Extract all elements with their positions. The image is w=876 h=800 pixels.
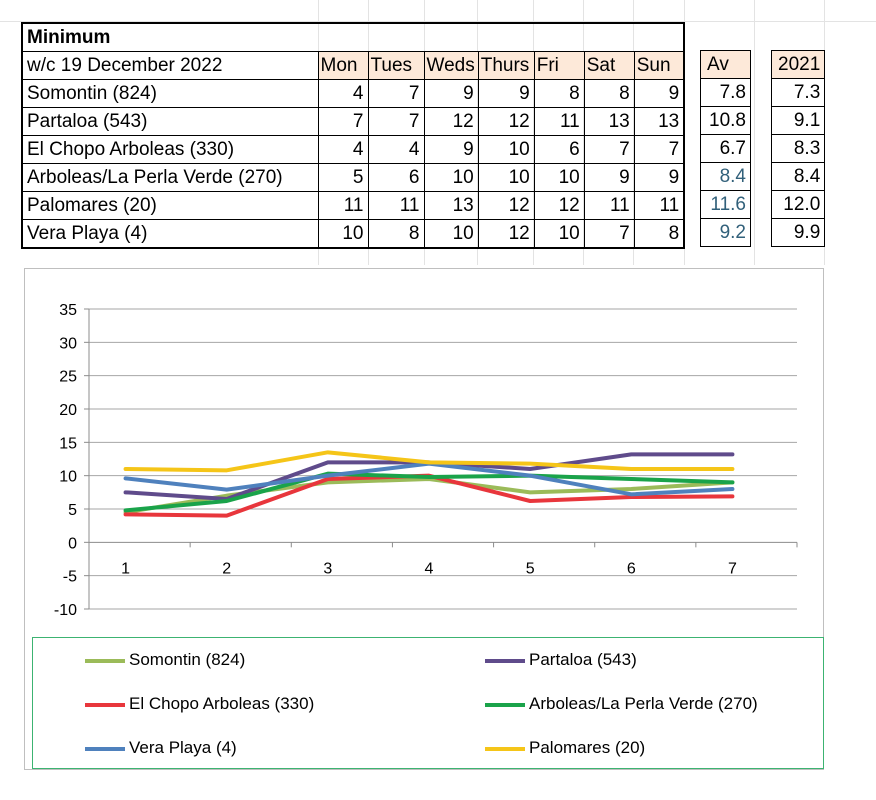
- x-tick-label: 2: [222, 560, 232, 578]
- table-row: [22, 108, 684, 136]
- y-tick-label: 25: [59, 368, 77, 386]
- y-tick-label: 35: [59, 302, 77, 319]
- temperature-cell[interactable]: 9: [584, 164, 634, 192]
- day-header[interactable]: Tues: [368, 52, 424, 80]
- y-tick-label: 15: [59, 435, 77, 453]
- prev-year-cell[interactable]: 12.0: [772, 191, 825, 219]
- legend-label: Partaloa (543): [529, 650, 637, 669]
- average-cell[interactable]: 9.2: [701, 219, 751, 247]
- temperature-cell[interactable]: 11: [368, 192, 424, 220]
- temperature-cell[interactable]: 5: [318, 164, 368, 192]
- temperature-cell[interactable]: 7: [634, 136, 684, 164]
- temperature-cell[interactable]: 12: [478, 108, 534, 136]
- temperature-cell[interactable]: 10: [424, 164, 478, 192]
- temperature-cell[interactable]: 4: [318, 80, 368, 108]
- temperature-cell[interactable]: 10: [534, 220, 584, 249]
- station-name[interactable]: Palomares (20): [22, 192, 318, 220]
- average-column: [700, 50, 751, 247]
- temperature-cell[interactable]: 7: [584, 136, 634, 164]
- temperature-cell[interactable]: 9: [424, 136, 478, 164]
- table-row: [22, 80, 684, 108]
- legend-swatch: [485, 659, 525, 663]
- x-tick-label: 5: [525, 560, 535, 578]
- prev-year-cell[interactable]: 9.1: [772, 107, 825, 135]
- x-tick-label: 7: [727, 560, 737, 578]
- legend-item[interactable]: [485, 650, 637, 670]
- temperature-cell[interactable]: 4: [368, 136, 424, 164]
- average-cell[interactable]: 7.8: [701, 79, 751, 107]
- temperature-cell[interactable]: 6: [534, 136, 584, 164]
- legend-label: Somontin (824): [129, 650, 246, 669]
- chart-legend[interactable]: [32, 637, 824, 769]
- temperature-cell[interactable]: 6: [368, 164, 424, 192]
- day-header[interactable]: Weds: [424, 52, 478, 80]
- x-tick-label: 4: [424, 560, 434, 578]
- table-row: [22, 136, 684, 164]
- temperature-cell[interactable]: 10: [424, 220, 478, 249]
- av-header[interactable]: Av: [701, 51, 751, 79]
- legend-swatch: [485, 747, 525, 751]
- prev-year-cell[interactable]: 7.3: [772, 79, 825, 107]
- station-name[interactable]: Arboleas/La Perla Verde (270): [22, 164, 318, 192]
- legend-item[interactable]: [85, 650, 245, 670]
- x-tick-label: 6: [626, 560, 636, 578]
- temperature-cell[interactable]: 11: [584, 192, 634, 220]
- temperature-cell[interactable]: 13: [424, 192, 478, 220]
- temperature-cell[interactable]: 12: [424, 108, 478, 136]
- day-header[interactable]: Sun: [634, 52, 684, 80]
- y-tick-label: 0: [68, 535, 77, 553]
- temperature-cell[interactable]: 8: [634, 220, 684, 249]
- station-name[interactable]: El Chopo Arboleas (330): [22, 136, 318, 164]
- x-tick-label: 1: [121, 560, 131, 578]
- average-cell[interactable]: 6.7: [701, 135, 751, 163]
- temperature-cell[interactable]: 8: [534, 80, 584, 108]
- temperature-cell[interactable]: 9: [478, 80, 534, 108]
- temperature-cell[interactable]: 13: [634, 108, 684, 136]
- table-row: [22, 164, 684, 192]
- temperature-cell[interactable]: 10: [318, 220, 368, 249]
- legend-label: Palomares (20): [529, 738, 646, 757]
- station-name[interactable]: Vera Playa (4): [22, 220, 318, 249]
- temperature-cell[interactable]: 7: [368, 108, 424, 136]
- temperature-cell[interactable]: 9: [424, 80, 478, 108]
- legend-swatch: [85, 747, 125, 751]
- temperature-cell[interactable]: 11: [634, 192, 684, 220]
- temperature-cell[interactable]: 8: [584, 80, 634, 108]
- minimum-temperature-table: [21, 22, 685, 249]
- temperature-cell[interactable]: 10: [478, 164, 534, 192]
- temperature-cell[interactable]: 13: [584, 108, 634, 136]
- table-row: [22, 192, 684, 220]
- legend-item[interactable]: [85, 694, 314, 714]
- temperature-cell[interactable]: 12: [534, 192, 584, 220]
- legend-label: Arboleas/La Perla Verde (270): [529, 694, 758, 713]
- station-name[interactable]: Somontin (824): [22, 80, 318, 108]
- temperature-cell[interactable]: 9: [634, 164, 684, 192]
- day-header[interactable]: Mon: [318, 52, 368, 80]
- average-cell[interactable]: 10.8: [701, 107, 751, 135]
- y-tick-label: -10: [53, 602, 77, 619]
- legend-swatch: [485, 703, 525, 707]
- week-label[interactable]: w/c 19 December 2022: [22, 52, 318, 80]
- temperature-cell[interactable]: 11: [318, 192, 368, 220]
- y-tick-label: -5: [62, 568, 77, 586]
- legend-item[interactable]: [485, 738, 645, 758]
- temperature-cell[interactable]: 10: [478, 136, 534, 164]
- legend-label: Vera Playa (4): [129, 738, 237, 757]
- legend-swatch: [85, 703, 125, 707]
- temperature-cell[interactable]: 11: [534, 108, 584, 136]
- average-cell[interactable]: 8.4: [701, 163, 751, 191]
- legend-swatch: [85, 659, 125, 663]
- x-tick-label: 3: [323, 560, 333, 578]
- temperature-cell[interactable]: 12: [478, 192, 534, 220]
- day-header[interactable]: Thurs: [478, 52, 534, 80]
- temperature-cell[interactable]: 9: [634, 80, 684, 108]
- station-name[interactable]: Partaloa (543): [22, 108, 318, 136]
- y-tick-label: 5: [68, 502, 77, 519]
- temperature-cell[interactable]: 7: [368, 80, 424, 108]
- prev-year-header[interactable]: 2021: [772, 51, 825, 79]
- day-header[interactable]: Sat: [584, 52, 634, 80]
- legend-item[interactable]: [85, 738, 237, 758]
- temperature-cell[interactable]: 7: [584, 220, 634, 249]
- previous-year-column: [771, 50, 825, 247]
- legend-label: El Chopo Arboleas (330): [129, 694, 315, 713]
- day-header[interactable]: Fri: [534, 52, 584, 80]
- temperature-cell[interactable]: 4: [318, 136, 368, 164]
- temperature-cell[interactable]: 7: [318, 108, 368, 136]
- average-cell[interactable]: 11.6: [701, 191, 751, 219]
- table-title[interactable]: Minimum: [27, 27, 111, 48]
- temperature-cell[interactable]: 8: [368, 220, 424, 249]
- prev-year-cell[interactable]: 8.4: [772, 163, 825, 191]
- y-tick-label: 30: [59, 335, 77, 353]
- prev-year-cell[interactable]: 8.3: [772, 135, 825, 163]
- prev-year-cell[interactable]: 9.9: [772, 219, 825, 247]
- temperature-cell[interactable]: 12: [478, 220, 534, 249]
- y-tick-label: 10: [59, 468, 77, 486]
- temperature-cell[interactable]: 10: [534, 164, 584, 192]
- y-tick-label: 20: [59, 402, 77, 419]
- legend-item[interactable]: [485, 694, 758, 714]
- table-row: [22, 220, 684, 249]
